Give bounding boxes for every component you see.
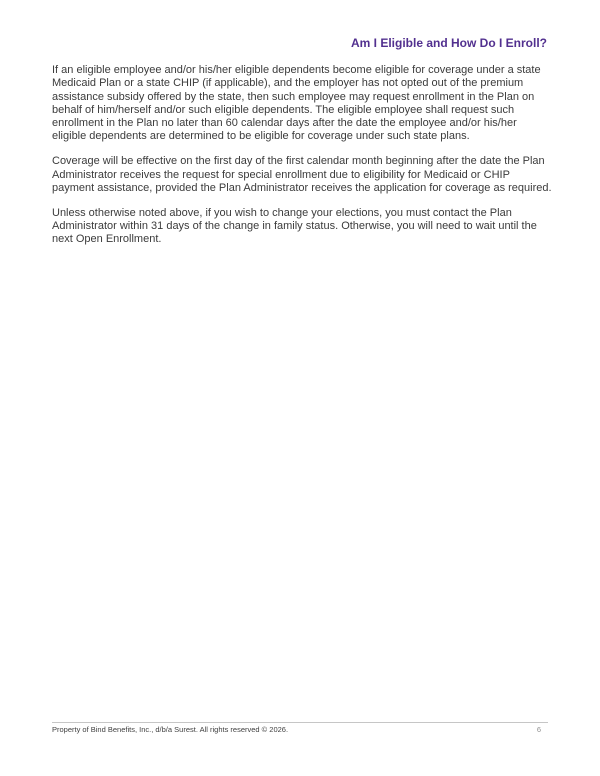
paragraph-change-elections: Unless otherwise noted above, if you wish to change your elections, you must contact the Plan Administrator within 31 days of the change in family status. Otherwise, you will need to wait until the next Open Enrollment. bbox=[52, 206, 537, 246]
footer-page-number: 6 bbox=[536, 725, 541, 734]
paragraph-coverage-effective: Coverage will be effective on the first day of the first calendar month beginning after the date the Plan Administrator receives the request for special enrollment due to eligibility for Medicaid or CHIP payment assistance, provided the Plan Administrator receives the application for coverage as required. bbox=[52, 155, 552, 194]
page-footer bbox=[52, 722, 548, 734]
footer-copyright: Property of Bind Benefits, Inc., d/b/a Surest. All rights reserved © 2026. bbox=[52, 725, 289, 734]
document-body bbox=[52, 64, 552, 258]
section-title: Am I Eligible and How Do I Enroll? bbox=[350, 36, 547, 50]
page-header bbox=[52, 34, 547, 52]
paragraph-special-enrollment: If an eligible employee and/or his/her eligible dependents become eligible for coverage under a state Medicaid Plan or a state CHIP (if applicable), and the employer has not opted out of the premium assistance subsidy offered by the state, then such employee may request enrollment in the Plan on behalf of him/herself and/or such eligible dependents. The eligible employee shall request such enrollment in the Plan no later than 60 calendar days after the date the employee and/or his/her eligible dependents are determined to be eligible for coverage under such state plans. bbox=[52, 64, 541, 143]
